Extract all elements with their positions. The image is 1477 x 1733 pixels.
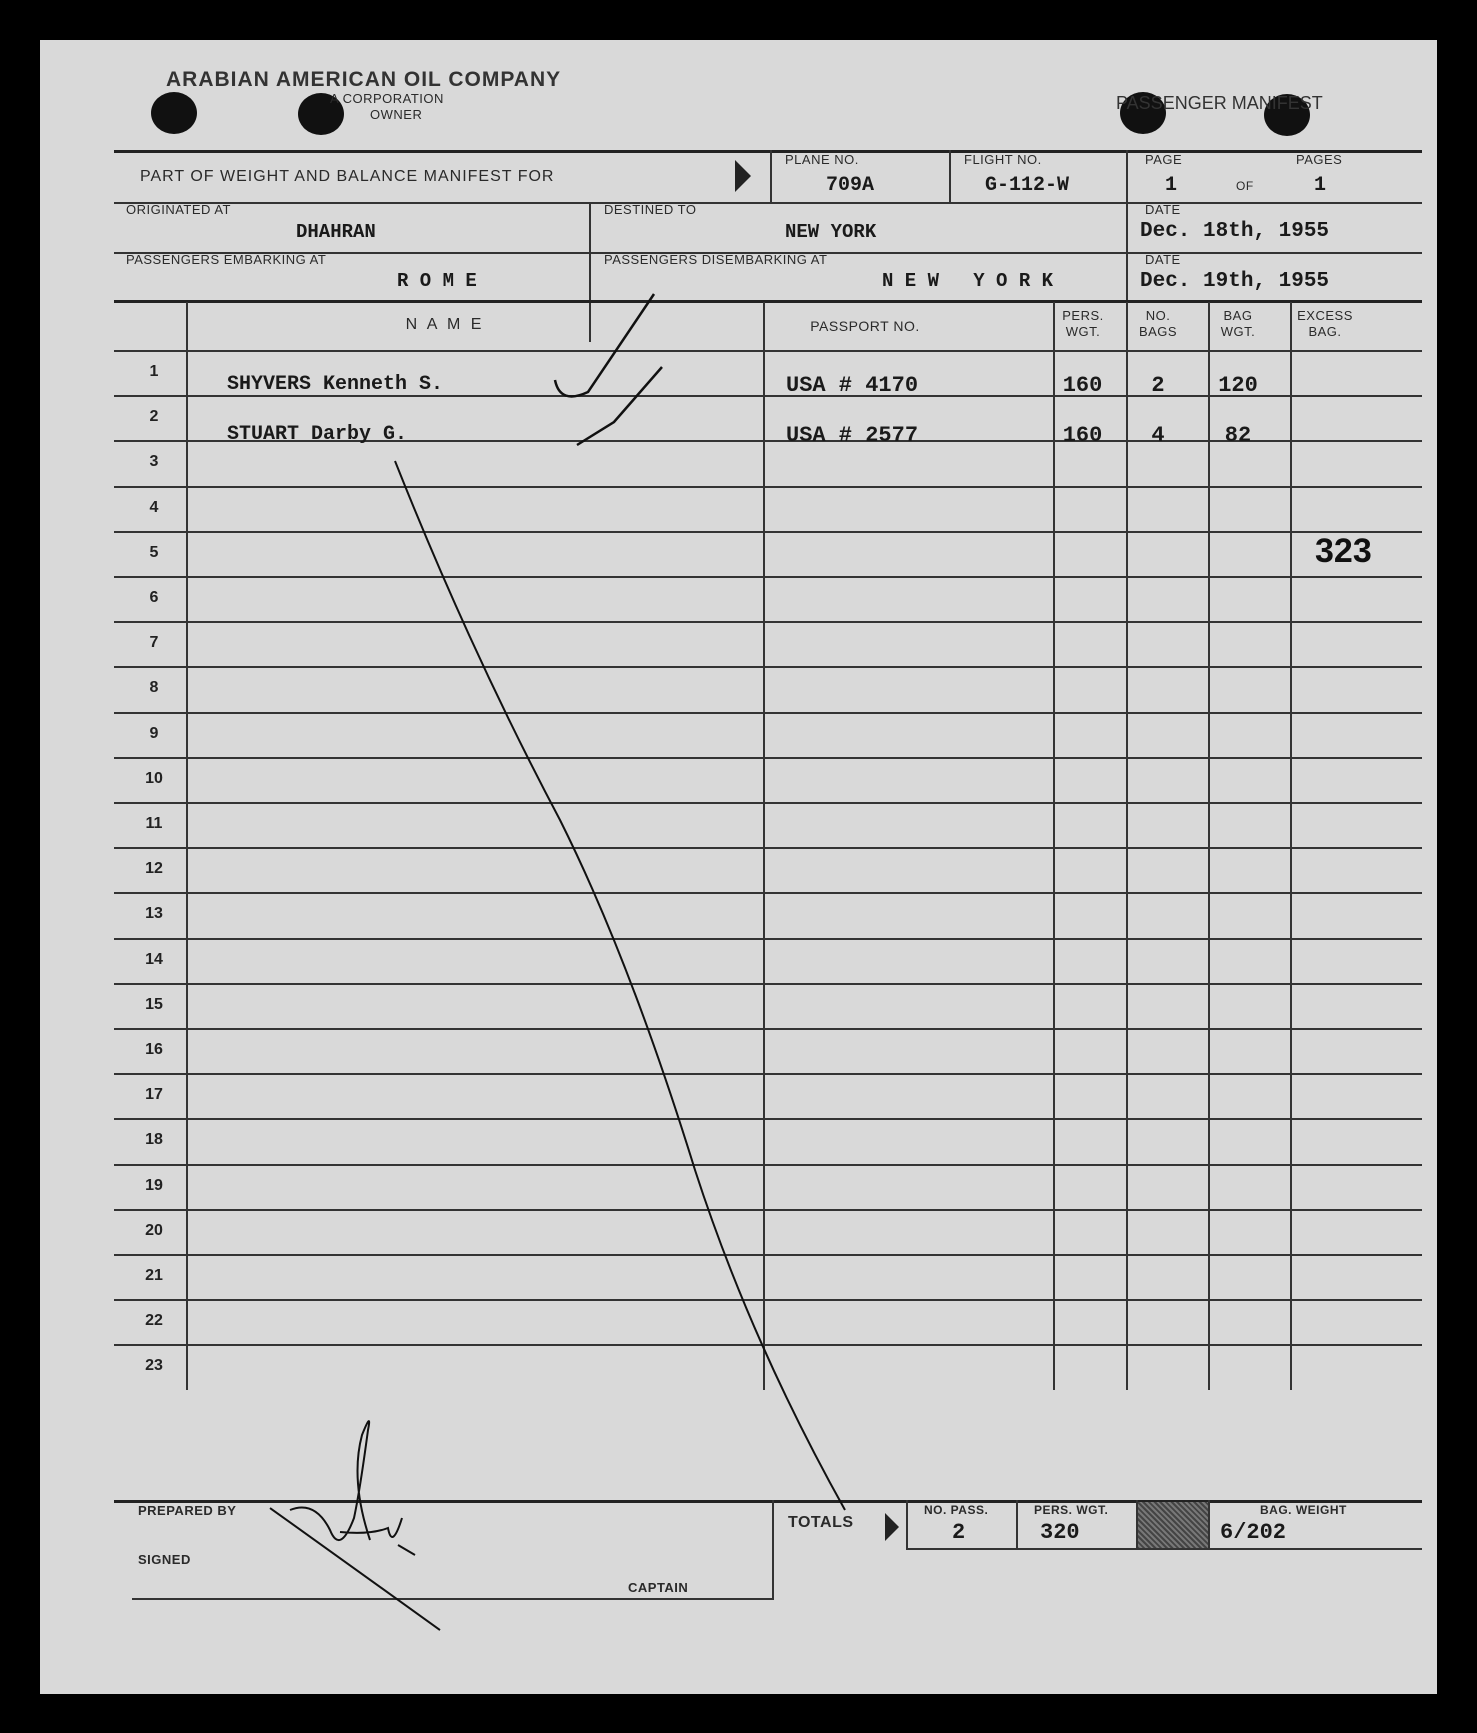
row-number: 4 — [149, 499, 159, 516]
bag-weight-total: 6/202 — [1220, 1520, 1287, 1545]
row-number: 7 — [149, 634, 159, 651]
signed-label: SIGNED — [138, 1552, 191, 1567]
passenger-bags-2: 4 — [1151, 423, 1165, 448]
row-number: 9 — [149, 725, 159, 742]
row-number: 13 — [145, 905, 163, 922]
form-title: PASSENGER MANIFEST — [1116, 93, 1323, 113]
plane-no-label: PLANE NO. — [785, 152, 859, 167]
owner-label: OWNER — [370, 107, 423, 122]
row-number: 10 — [145, 770, 163, 787]
row-number: 8 — [149, 679, 159, 696]
row-number: 1 — [149, 363, 159, 380]
checkmark-icon — [555, 294, 654, 396]
col-bag-wgt-header: BAG WGT. — [1220, 308, 1256, 339]
row-number: 6 — [149, 589, 159, 606]
embark: R O M E — [397, 270, 477, 292]
originated: DHAHRAN — [296, 221, 376, 243]
no-pass-total: 2 — [952, 1520, 966, 1545]
captain-label: CAPTAIN — [628, 1580, 689, 1595]
passenger-bags-1: 2 — [1151, 373, 1165, 398]
destined: NEW YORK — [785, 221, 877, 243]
passenger-name-2: STUART Darby G. — [227, 423, 408, 446]
bag-weight-label: BAG. WEIGHT — [1260, 1503, 1347, 1517]
originated-label: ORIGINATED AT — [126, 202, 231, 217]
passenger-pers-wgt-1: 160 — [1062, 373, 1103, 398]
manifest-sheet — [40, 40, 1437, 1694]
row-number: 17 — [145, 1086, 163, 1103]
col-no-bags-header: NO. BAGS — [1138, 308, 1178, 339]
passenger-passport-1: USA # 4170 — [786, 373, 919, 398]
passenger-name-1: SHYVERS Kenneth S. — [227, 373, 444, 396]
handwritten-marks — [40, 40, 1437, 1694]
plane-no: 709A — [826, 174, 875, 197]
row-number: 12 — [145, 860, 163, 877]
row-number: 18 — [145, 1131, 163, 1148]
no-pass-label: NO. PASS. — [924, 1503, 989, 1517]
row-number: 11 — [145, 815, 163, 832]
col-passport-header: PASSPORT NO. — [810, 318, 920, 334]
pers-wgt-total: 320 — [1040, 1520, 1080, 1545]
passenger-passport-2: USA # 2577 — [786, 423, 919, 448]
date-label-1: DATE — [1145, 202, 1181, 217]
col-excess-header: EXCESS BAG. — [1297, 308, 1353, 339]
page-label: PAGE — [1145, 152, 1183, 167]
of-label: OF — [1236, 179, 1254, 193]
part-of-label: PART OF WEIGHT AND BALANCE MANIFEST FOR — [140, 168, 555, 185]
page-no: 1 — [1165, 174, 1178, 197]
date-1: Dec. 18th, 1955 — [1140, 220, 1330, 243]
signature-icon — [270, 1421, 440, 1630]
row-number: 23 — [145, 1357, 163, 1374]
disembark-label: PASSENGERS DISEMBARKING AT — [604, 252, 828, 267]
prepared-by-label: PREPARED BY — [138, 1503, 237, 1518]
company-sub: A CORPORATION — [330, 91, 444, 106]
pages-total: 1 — [1314, 174, 1327, 197]
row-number: 3 — [149, 453, 159, 470]
destined-label: DESTINED TO — [604, 202, 697, 217]
row-number: 16 — [145, 1041, 163, 1058]
flight-no-label: FLIGHT NO. — [964, 152, 1042, 167]
row-number: 2 — [149, 408, 159, 425]
margin-note: 323 — [1315, 532, 1372, 570]
date-2: Dec. 19th, 1955 — [1140, 270, 1330, 293]
pages-label: PAGES — [1296, 152, 1343, 167]
pers-wgt-label: PERS. WGT. — [1034, 1503, 1109, 1517]
row-number: 21 — [145, 1267, 163, 1284]
row-number: 15 — [145, 996, 163, 1013]
company-name: ARABIAN AMERICAN OIL COMPANY — [166, 68, 562, 91]
disembark: N E W Y O R K — [882, 270, 1054, 292]
passenger-bag-wgt-2: 82 — [1224, 423, 1252, 448]
embark-label: PASSENGERS EMBARKING AT — [126, 252, 327, 267]
row-number: 14 — [145, 951, 163, 968]
ditto-line — [395, 461, 845, 1510]
passenger-bag-wgt-1: 120 — [1218, 373, 1258, 398]
date-label-2: DATE — [1145, 252, 1181, 267]
col-pers-wgt-header: PERS. WGT. — [1062, 308, 1104, 339]
row-number: 20 — [145, 1222, 163, 1239]
col-name-header: N A M E — [405, 316, 485, 333]
row-number: 22 — [145, 1312, 163, 1329]
row-number: 19 — [145, 1177, 163, 1194]
totals-label: TOTALS — [788, 1514, 854, 1531]
flight-no: G-112-W — [985, 174, 1070, 197]
passenger-pers-wgt-2: 160 — [1062, 423, 1103, 448]
checkmark-icon — [577, 367, 662, 445]
row-number: 5 — [149, 544, 159, 561]
